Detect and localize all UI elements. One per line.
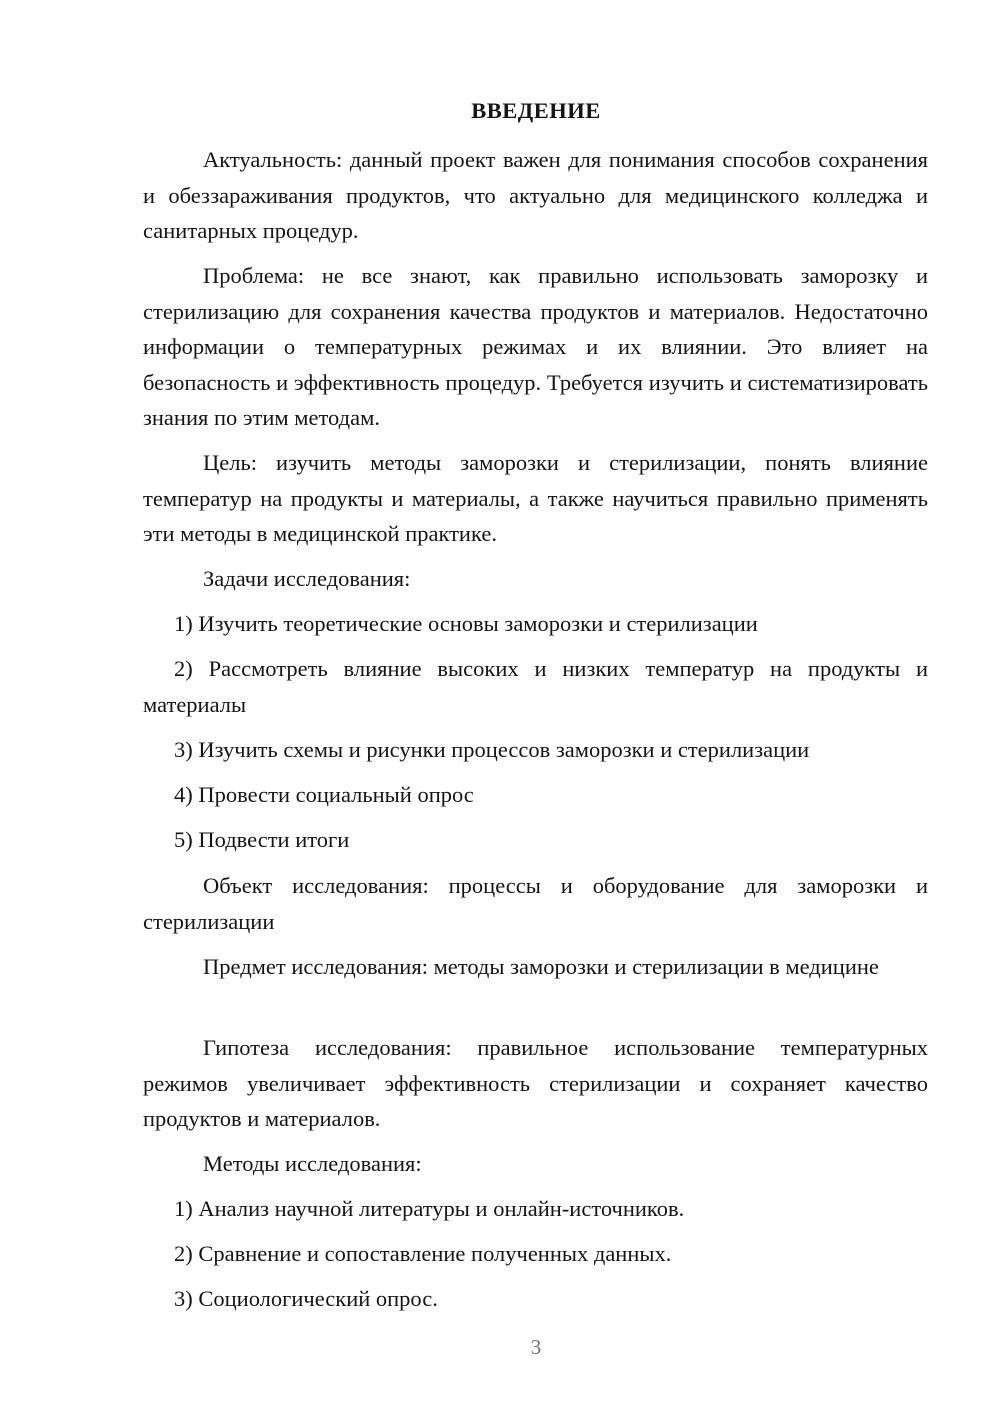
method-item-1: 1) Анализ научной литературы и онлайн-источников.	[174, 1196, 685, 1221]
method-item-3: 3) Социологический опрос.	[174, 1286, 438, 1311]
task-item-3: 3) Изучить схемы и рисунки процессов заморозки и стерилизации	[174, 737, 810, 762]
method-item-2: 2) Сравнение и сопоставление полученных данных.	[174, 1241, 672, 1266]
task-item-1: 1) Изучить теоретические основы заморозки и стерилизации	[174, 611, 758, 636]
page-number: 3	[530, 1335, 542, 1359]
goal-paragraph: Цель: изучить методы заморозки и стерилизации, понять влияние температур на продукты и материалы, а также научиться правильно применять эти методы в медицинской практике.	[143, 450, 928, 546]
hypothesis-paragraph: Гипотеза исследования: правильное использование температурных режимов увеличивает эффективность стерилизации и сохраняет качество продуктов и материалов.	[143, 1035, 928, 1131]
task-item-4: 4) Провести социальный опрос	[174, 782, 474, 807]
task-item-2: 2) Рассмотреть влияние высоких и низких температур на продукты и материалы	[143, 656, 928, 717]
tasks-heading: Задачи исследования:	[203, 566, 411, 591]
methods-heading: Методы исследования:	[203, 1151, 422, 1176]
object-paragraph: Объект исследования: процессы и оборудование для заморозки и стерилизации	[143, 873, 928, 934]
problem-paragraph: Проблема: не все знают, как правильно использовать заморозку и стерилизацию для сохранения качества продуктов и материалов. Недостаточно информации о температурных режимах и их влиянии. Это влияет на безопасность и эффективность процедур. Требуется изучить и систематизировать знания по этим методам.	[143, 263, 928, 430]
subject-paragraph: Предмет исследования: методы заморозки и стерилизации в медицине	[203, 954, 879, 979]
section-heading: ВВЕДЕНИЕ	[471, 98, 601, 123]
task-item-5: 5) Подвести итоги	[174, 827, 350, 852]
relevance-paragraph: Актуальность: данный проект важен для понимания способов сохранения и обеззараживания продуктов, что актуально для медицинского колледжа и санитарных процедур.	[143, 147, 928, 243]
